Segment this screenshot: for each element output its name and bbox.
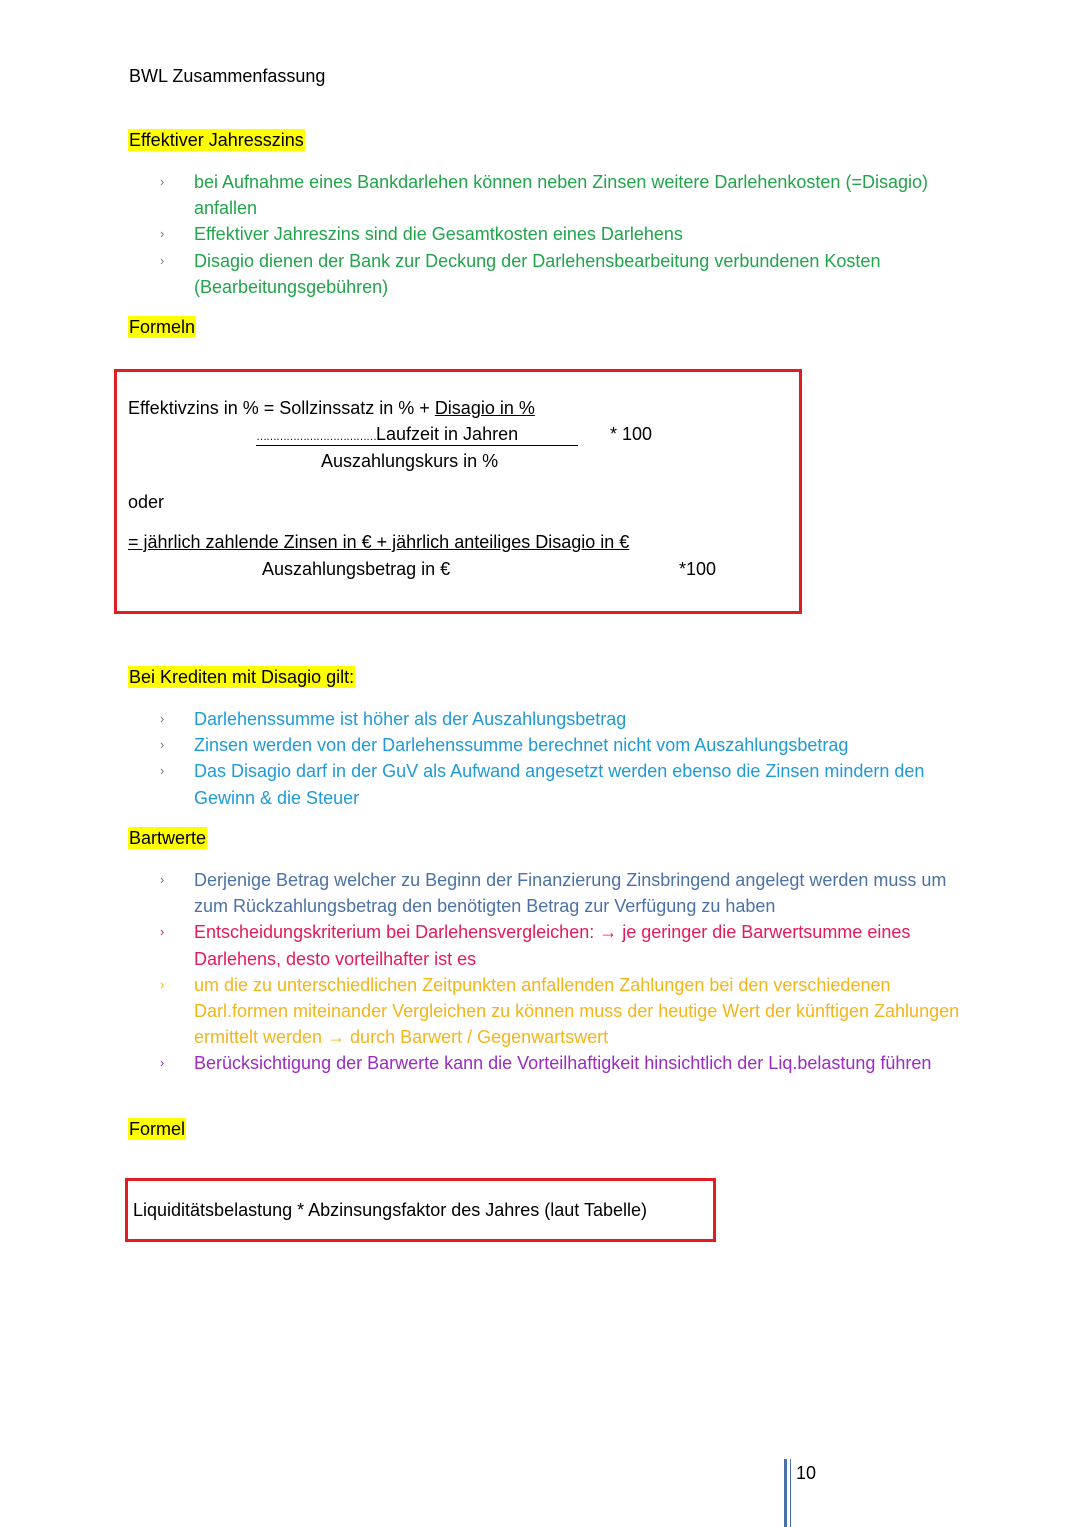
list-item <box>160 706 960 732</box>
document-header: BWL Zusammenfassung <box>129 66 326 86</box>
chevron-right-icon: › <box>160 872 165 887</box>
list-item <box>160 169 960 221</box>
list-item <box>160 732 960 758</box>
list-item-text: Berücksichtigung der Barwerte kann die Vorteilhaftigkeit hinsichtlich der Liq.belastung führen <box>194 1053 932 1074</box>
list-item-text: um die zu unterschiedlichen Zeitpunkten anfallenden Zahlungen bei den verschiedenen Darl.formen miteinander Vergleichen zu können muss der heutige Wert der künftigen Zahlungen ermittelt werden → durch Barwert / Gegenwartswert <box>194 974 960 1048</box>
list-item <box>160 972 960 1051</box>
disagio-bullet-list <box>160 706 960 811</box>
chevron-right-icon: › <box>160 252 165 268</box>
formula1-dots: ……………………………… <box>256 431 376 443</box>
heading-bartwerte <box>128 828 207 849</box>
formula1-numerator <box>128 398 535 419</box>
chevron-right-icon: › <box>160 1055 165 1071</box>
effektiv-bullet-list <box>160 169 960 300</box>
chevron-right-icon: › <box>160 737 165 753</box>
heading-krediten-disagio-text: Bei Krediten mit Disagio gilt: <box>129 667 355 687</box>
page-number: 10 <box>796 1463 817 1483</box>
formula1-disagio: Disagio in % <box>434 398 535 418</box>
list-item-text: Zinsen werden von der Darlehenssumme berechnet nicht vom Auszahlungsbetrag <box>194 735 849 756</box>
chevron-right-icon: › <box>160 763 165 779</box>
heading-formel <box>128 1119 186 1140</box>
formula2-numerator: = jährlich zahlende Zinsen in € + jährlich anteiliges Disagio in € <box>128 532 630 552</box>
bartwerte-bullet-list <box>160 867 960 1077</box>
page-number-bar <box>784 1459 787 1527</box>
formula1-denominator: Auszahlungskurs in % <box>321 451 499 471</box>
list-item-text: Derjenige Betrag welcher zu Beginn der Finanzierung Zinsbringend angelegt werden muss um zum Rückzahlungsbetrag den benötigten Betrag zur Verfügung zu haben <box>194 870 947 917</box>
chevron-right-icon: › <box>160 226 165 242</box>
heading-effektiver-jahreszins-text: Effektiver Jahresszins <box>129 130 304 150</box>
heading-krediten-disagio <box>128 667 355 688</box>
heading-formeln-text: Formeln <box>129 317 196 337</box>
formula1-times: * 100 <box>610 424 653 444</box>
list-item <box>160 867 960 919</box>
chevron-right-icon: › <box>160 174 165 189</box>
list-item <box>160 221 960 247</box>
formula2-denominator: Auszahlungsbetrag in € <box>262 559 451 579</box>
list-item <box>160 919 960 971</box>
list-item-text: Entscheidungskriterium bei Darlehensvergleichen: → je geringer die Barwertsumme eines Darlehens, desto vorteilhafter ist es <box>194 922 911 969</box>
list-item-text: Effektiver Jahreszins sind die Gesamtkosten eines Darlehens <box>194 224 683 245</box>
list-item-text: bei Aufnahme eines Bankdarlehen können neben Zinsen weitere Darlehenkosten (=Disagio) anfallen <box>194 172 928 219</box>
formula1-laufzeit-row <box>256 424 578 446</box>
formula1-lhs: Effektivzins in % = Sollzinssatz in % + <box>128 398 435 418</box>
formula2-times: *100 <box>679 559 717 579</box>
chevron-right-icon: › <box>160 711 165 726</box>
heading-bartwerte-text: Bartwerte <box>129 828 207 848</box>
chevron-right-icon: › <box>160 924 165 940</box>
list-item-text: Das Disagio darf in der GuV als Aufwand angesetzt werden ebenso die Zinsen mindern den Gewinn & die Steuer <box>194 761 925 808</box>
formula1-laufzeit: Laufzeit in Jahren <box>376 424 519 444</box>
formula-barwert: Liquiditätsbelastung * Abzinsungsfaktor des Jahres (laut Tabelle) <box>133 1200 647 1220</box>
heading-formeln <box>128 317 196 338</box>
heading-effektiver-jahreszins <box>128 130 305 151</box>
heading-formel-text: Formel <box>129 1119 186 1139</box>
page-number-bar-thin <box>790 1459 791 1527</box>
list-item <box>160 248 960 300</box>
list-item <box>160 1050 960 1076</box>
formula-oder: oder <box>128 492 165 512</box>
list-item-text: Disagio dienen der Bank zur Deckung der Darlehensbearbeitung verbundenen Kosten (Bearbeitungsgebühren) <box>194 250 881 297</box>
chevron-right-icon: › <box>160 976 165 992</box>
list-item <box>160 758 960 810</box>
list-item-text: Darlehenssumme ist höher als der Auszahlungsbetrag <box>194 709 627 729</box>
